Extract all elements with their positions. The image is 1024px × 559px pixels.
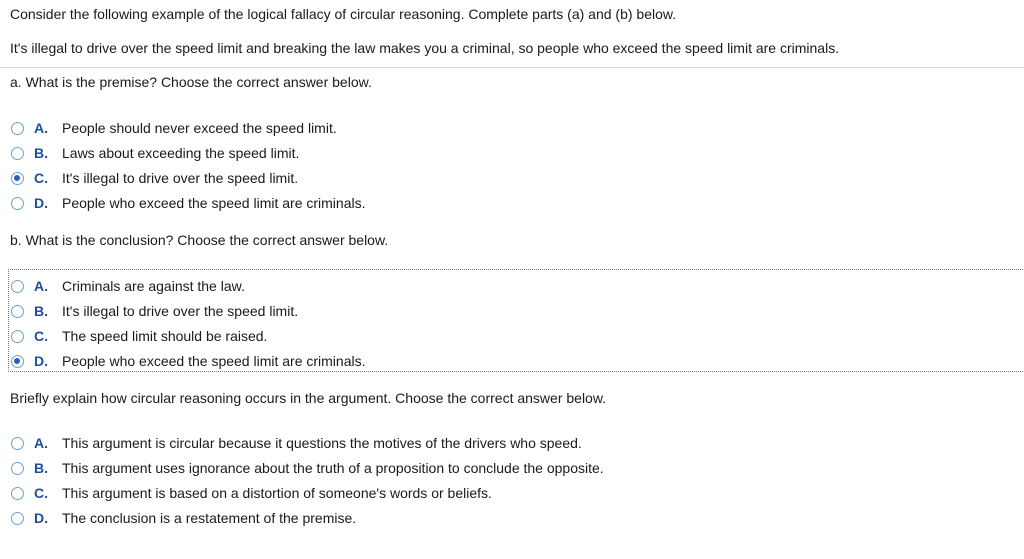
option-letter: D. <box>34 353 48 369</box>
option-letter: C. <box>34 170 48 186</box>
radio-button-unchecked[interactable] <box>11 122 24 135</box>
radio-button-unchecked[interactable] <box>11 305 24 318</box>
part-b-question: b. What is the conclusion? Choose the correct answer below. <box>10 232 389 248</box>
radio-button-unchecked[interactable] <box>11 462 24 475</box>
radio-button-checked[interactable] <box>11 355 24 368</box>
part-c-question: Briefly explain how circular reasoning occurs in the argument. Choose the correct answer below. <box>10 390 607 406</box>
header-divider <box>0 67 1024 68</box>
option-text: It's illegal to drive over the speed limit. <box>62 303 299 319</box>
part-a-question: a. What is the premise? Choose the correct answer below. <box>10 74 372 90</box>
option-text: This argument uses ignorance about the truth of a proposition to conclude the opposite. <box>62 460 604 476</box>
option-text: It's illegal to drive over the speed limit. <box>62 170 299 186</box>
radio-button-unchecked[interactable] <box>11 487 24 500</box>
option-letter: B. <box>34 145 48 161</box>
argument-text: It's illegal to drive over the speed limit and breaking the law makes you a criminal, so people who exceed the speed limit are criminals. <box>10 40 840 56</box>
radio-button-unchecked[interactable] <box>11 437 24 450</box>
option-letter: D. <box>34 510 48 526</box>
option-text: This argument is circular because it questions the motives of the drivers who speed. <box>62 435 582 451</box>
radio-button-unchecked[interactable] <box>11 280 24 293</box>
option-letter: A. <box>34 120 48 136</box>
instruction-text: Consider the following example of the logical fallacy of circular reasoning. Complete parts (a) and (b) below. <box>10 6 677 22</box>
option-text: People should never exceed the speed limit. <box>62 120 337 136</box>
option-letter: B. <box>34 303 48 319</box>
option-letter: C. <box>34 328 48 344</box>
option-letter: C. <box>34 485 48 501</box>
radio-button-unchecked[interactable] <box>11 330 24 343</box>
radio-button-unchecked[interactable] <box>11 512 24 525</box>
option-letter: A. <box>34 435 48 451</box>
option-letter: B. <box>34 460 48 476</box>
radio-button-checked[interactable] <box>11 172 24 185</box>
option-text: Laws about exceeding the speed limit. <box>62 145 300 161</box>
option-text: The speed limit should be raised. <box>62 328 268 344</box>
option-letter: D. <box>34 195 48 211</box>
option-text: The conclusion is a restatement of the premise. <box>62 510 357 526</box>
radio-button-unchecked[interactable] <box>11 147 24 160</box>
radio-button-unchecked[interactable] <box>11 197 24 210</box>
option-text: People who exceed the speed limit are criminals. <box>62 195 366 211</box>
option-text: People who exceed the speed limit are criminals. <box>62 353 366 369</box>
option-letter: A. <box>34 278 48 294</box>
option-text: Criminals are against the law. <box>62 278 245 294</box>
option-text: This argument is based on a distortion of someone's words or beliefs. <box>62 485 492 501</box>
